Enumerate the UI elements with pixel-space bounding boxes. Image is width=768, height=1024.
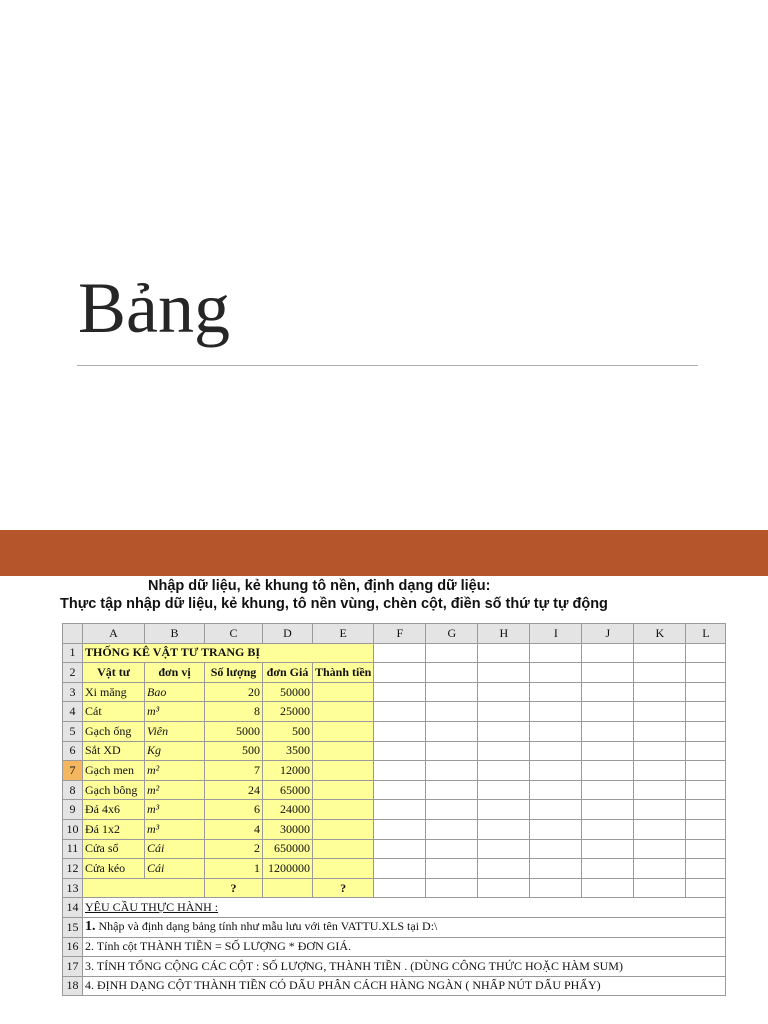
empty-cell bbox=[530, 800, 582, 820]
unit-price-cell: 30000 bbox=[263, 819, 313, 839]
table-header-cell: Số lượng bbox=[205, 663, 263, 683]
column-header-g: G bbox=[426, 624, 478, 644]
unit-price-cell: 1200000 bbox=[263, 859, 313, 879]
total-price-cell bbox=[313, 780, 374, 800]
table-row bbox=[63, 976, 726, 996]
empty-cell bbox=[426, 761, 478, 781]
empty-cell bbox=[426, 800, 478, 820]
title-divider bbox=[77, 365, 698, 366]
empty-cell bbox=[634, 839, 686, 859]
empty-cell bbox=[530, 702, 582, 722]
item-name-cell: Gạch bông bbox=[83, 780, 145, 800]
quantity-cell: 4 bbox=[205, 819, 263, 839]
requirement-text: TÍNH TỔNG CỘNG CÁC CỘT : SỐ LƯỢNG, THÀNH TIỀN . (DÙNG CÔNG THỨC HOẶC HÀM SUM) bbox=[94, 958, 623, 973]
table-row bbox=[63, 780, 726, 800]
empty-cell bbox=[374, 878, 426, 898]
empty-cell bbox=[686, 859, 726, 879]
empty-cell bbox=[478, 721, 530, 741]
column-header-c: C bbox=[205, 624, 263, 644]
empty-cell bbox=[478, 780, 530, 800]
unit-price-cell: 3500 bbox=[263, 741, 313, 761]
empty-cell bbox=[634, 702, 686, 722]
unit-cell: m³ bbox=[145, 800, 205, 820]
table-row bbox=[63, 682, 726, 702]
empty-cell bbox=[582, 702, 634, 722]
table-row bbox=[63, 937, 726, 957]
quantity-cell: 6 bbox=[205, 800, 263, 820]
requirement-text: ĐỊNH DẠNG CỘT THÀNH TIỀN CÓ DẤU PHÂN CÁCH HÀNG NGÀN ( NHẤP NÚT DẤU PHẨY) bbox=[94, 978, 601, 993]
empty-cell bbox=[478, 839, 530, 859]
requirement-number: 4. bbox=[85, 978, 94, 993]
total-price-cell bbox=[313, 682, 374, 702]
empty-cell bbox=[374, 819, 426, 839]
empty-cell bbox=[374, 859, 426, 879]
empty-cell bbox=[478, 878, 530, 898]
table-row bbox=[63, 957, 726, 977]
total-price-cell bbox=[313, 741, 374, 761]
row-header: 6 bbox=[63, 741, 83, 761]
quantity-total-cell: ? bbox=[205, 878, 263, 898]
empty-cell bbox=[686, 682, 726, 702]
empty-cell bbox=[478, 663, 530, 683]
column-header-row bbox=[63, 624, 726, 644]
empty-cell bbox=[582, 741, 634, 761]
empty-cell bbox=[426, 839, 478, 859]
empty-cell bbox=[530, 819, 582, 839]
row-header: 3 bbox=[63, 682, 83, 702]
row-header: 7 bbox=[63, 761, 83, 781]
row-header: 5 bbox=[63, 721, 83, 741]
total-price-cell bbox=[313, 761, 374, 781]
column-header-a: A bbox=[83, 624, 145, 644]
empty-cell bbox=[374, 780, 426, 800]
empty-cell bbox=[478, 702, 530, 722]
unit-cell: Kg bbox=[145, 741, 205, 761]
empty-cell bbox=[530, 741, 582, 761]
empty-cell bbox=[634, 878, 686, 898]
empty-cell bbox=[582, 878, 634, 898]
empty-cell bbox=[478, 682, 530, 702]
column-header-d: D bbox=[263, 624, 313, 644]
empty-cell bbox=[426, 741, 478, 761]
empty-cell bbox=[426, 721, 478, 741]
empty-cell bbox=[582, 663, 634, 683]
column-header-l: L bbox=[686, 624, 726, 644]
empty-cell bbox=[582, 682, 634, 702]
table-row bbox=[63, 663, 726, 683]
total-price-cell bbox=[313, 859, 374, 879]
table-row bbox=[63, 878, 726, 898]
exercise-subheading: Thực tập nhập dữ liệu, kẻ khung, tô nền vùng, chèn cột, điền số thứ tự tự động bbox=[60, 596, 608, 612]
empty-cell bbox=[374, 800, 426, 820]
empty-cell bbox=[686, 643, 726, 663]
total-price-cell bbox=[313, 819, 374, 839]
unit-cell: m² bbox=[145, 780, 205, 800]
empty-cell bbox=[686, 721, 726, 741]
table-row bbox=[63, 839, 726, 859]
total-label-cell bbox=[83, 878, 205, 898]
row-header: 9 bbox=[63, 800, 83, 820]
requirement-item bbox=[83, 976, 726, 996]
table-row bbox=[63, 643, 726, 663]
total-price-cell bbox=[313, 800, 374, 820]
row-header: 8 bbox=[63, 780, 83, 800]
unit-cell: Cái bbox=[145, 839, 205, 859]
item-name-cell: Đá 1x2 bbox=[83, 819, 145, 839]
row-header: 15 bbox=[63, 917, 83, 937]
quantity-cell: 7 bbox=[205, 761, 263, 781]
empty-cell bbox=[263, 878, 313, 898]
empty-cell bbox=[582, 800, 634, 820]
column-header-k: K bbox=[634, 624, 686, 644]
empty-cell bbox=[426, 780, 478, 800]
column-header-f: F bbox=[374, 624, 426, 644]
empty-cell bbox=[374, 702, 426, 722]
table-row bbox=[63, 859, 726, 879]
quantity-cell: 1 bbox=[205, 859, 263, 879]
requirement-item bbox=[83, 937, 726, 957]
empty-cell bbox=[582, 643, 634, 663]
empty-cell bbox=[426, 878, 478, 898]
table-row bbox=[63, 898, 726, 918]
total-price-cell bbox=[313, 839, 374, 859]
slide-title: Bảng bbox=[78, 268, 230, 348]
accent-band bbox=[0, 530, 768, 576]
row-header: 10 bbox=[63, 819, 83, 839]
empty-cell bbox=[374, 663, 426, 683]
table-row bbox=[63, 819, 726, 839]
column-header-j: J bbox=[582, 624, 634, 644]
empty-cell bbox=[530, 780, 582, 800]
item-name-cell: Cửa sổ bbox=[83, 839, 145, 859]
table-row bbox=[63, 800, 726, 820]
unit-cell: m² bbox=[145, 761, 205, 781]
empty-cell bbox=[686, 878, 726, 898]
empty-cell bbox=[634, 859, 686, 879]
total-price-cell bbox=[313, 702, 374, 722]
unit-cell: m³ bbox=[145, 819, 205, 839]
empty-cell bbox=[478, 643, 530, 663]
total-price-cell bbox=[313, 721, 374, 741]
empty-cell bbox=[374, 839, 426, 859]
requirements-title bbox=[83, 898, 726, 918]
row-header: 18 bbox=[63, 976, 83, 996]
empty-cell bbox=[582, 761, 634, 781]
unit-price-cell: 650000 bbox=[263, 839, 313, 859]
empty-cell bbox=[374, 721, 426, 741]
row-header: 2 bbox=[63, 663, 83, 683]
row-header: 14 bbox=[63, 898, 83, 918]
empty-cell bbox=[530, 663, 582, 683]
table-row bbox=[63, 702, 726, 722]
item-name-cell: Đá 4x6 bbox=[83, 800, 145, 820]
exercise-heading: Nhập dữ liệu, kẻ khung tô nền, định dạng dữ liệu: bbox=[148, 578, 491, 594]
unit-price-cell: 500 bbox=[263, 721, 313, 741]
row-header: 11 bbox=[63, 839, 83, 859]
table-row bbox=[63, 917, 726, 937]
quantity-cell: 24 bbox=[205, 780, 263, 800]
sheet-title: THỐNG KÊ VẬT TƯ TRANG BỊ bbox=[83, 643, 374, 663]
empty-cell bbox=[686, 819, 726, 839]
unit-price-cell: 50000 bbox=[263, 682, 313, 702]
requirement-number: 2. bbox=[85, 939, 94, 954]
empty-cell bbox=[530, 878, 582, 898]
empty-cell bbox=[582, 839, 634, 859]
empty-cell bbox=[530, 839, 582, 859]
empty-cell bbox=[478, 800, 530, 820]
requirement-text: Nhập và định dạng bảng tính như mẫu lưu với tên VATTU.XLS tại D:\ bbox=[95, 919, 438, 934]
item-name-cell: Sắt XD bbox=[83, 741, 145, 761]
unit-cell: Bao bbox=[145, 682, 205, 702]
empty-cell bbox=[634, 780, 686, 800]
empty-cell bbox=[426, 682, 478, 702]
empty-cell bbox=[634, 761, 686, 781]
requirement-text: Tính cột THÀNH TIỀN = SỐ LƯỢNG * ĐƠN GIÁ. bbox=[94, 939, 352, 954]
table-row bbox=[63, 741, 726, 761]
quantity-cell: 5000 bbox=[205, 721, 263, 741]
empty-cell bbox=[634, 741, 686, 761]
empty-cell bbox=[426, 663, 478, 683]
table-header-cell: Vật tư bbox=[83, 663, 145, 683]
empty-cell bbox=[478, 819, 530, 839]
requirement-number: 1. bbox=[85, 919, 96, 935]
unit-cell: m³ bbox=[145, 702, 205, 722]
table-row bbox=[63, 721, 726, 741]
quantity-cell: 8 bbox=[205, 702, 263, 722]
empty-cell bbox=[686, 741, 726, 761]
column-header-b: B bbox=[145, 624, 205, 644]
row-header: 1 bbox=[63, 643, 83, 663]
table-header-cell: Thành tiền bbox=[313, 663, 374, 683]
empty-cell bbox=[634, 800, 686, 820]
empty-cell bbox=[582, 721, 634, 741]
empty-cell bbox=[426, 702, 478, 722]
item-name-cell: Xi măng bbox=[83, 682, 145, 702]
empty-cell bbox=[686, 702, 726, 722]
empty-cell bbox=[426, 643, 478, 663]
requirement-item bbox=[83, 917, 726, 937]
row-header: 12 bbox=[63, 859, 83, 879]
empty-cell bbox=[530, 643, 582, 663]
empty-cell bbox=[426, 859, 478, 879]
column-header-e: E bbox=[313, 624, 374, 644]
empty-cell bbox=[478, 859, 530, 879]
empty-cell bbox=[582, 859, 634, 879]
requirement-number: 3. bbox=[85, 958, 94, 973]
empty-cell bbox=[634, 663, 686, 683]
row-header: 17 bbox=[63, 957, 83, 977]
item-name-cell: Gạch ống bbox=[83, 721, 145, 741]
spreadsheet-grid bbox=[62, 623, 726, 996]
empty-cell bbox=[582, 780, 634, 800]
empty-cell bbox=[686, 780, 726, 800]
unit-cell: Viên bbox=[145, 721, 205, 741]
requirement-item bbox=[83, 957, 726, 977]
unit-price-cell: 65000 bbox=[263, 780, 313, 800]
empty-cell bbox=[634, 682, 686, 702]
quantity-cell: 2 bbox=[205, 839, 263, 859]
table-row bbox=[63, 761, 726, 781]
empty-cell bbox=[374, 682, 426, 702]
requirements-title-text: YÊU CẦU THỰC HÀNH : bbox=[85, 900, 219, 915]
empty-cell bbox=[530, 761, 582, 781]
empty-cell bbox=[634, 643, 686, 663]
empty-cell bbox=[686, 761, 726, 781]
column-header-i: I bbox=[530, 624, 582, 644]
empty-cell bbox=[634, 819, 686, 839]
empty-cell bbox=[686, 663, 726, 683]
row-header: 4 bbox=[63, 702, 83, 722]
empty-cell bbox=[530, 721, 582, 741]
empty-cell bbox=[530, 682, 582, 702]
unit-price-cell: 24000 bbox=[263, 800, 313, 820]
item-name-cell: Gạch men bbox=[83, 761, 145, 781]
unit-price-cell: 25000 bbox=[263, 702, 313, 722]
empty-cell bbox=[478, 741, 530, 761]
item-name-cell: Cát bbox=[83, 702, 145, 722]
quantity-cell: 500 bbox=[205, 741, 263, 761]
amount-total-cell: ? bbox=[313, 878, 374, 898]
empty-cell bbox=[478, 761, 530, 781]
empty-cell bbox=[374, 741, 426, 761]
row-header: 13 bbox=[63, 878, 83, 898]
empty-cell bbox=[634, 721, 686, 741]
table-header-cell: đơn vị bbox=[145, 663, 205, 683]
empty-cell bbox=[374, 761, 426, 781]
spreadsheet-screenshot bbox=[0, 576, 768, 1024]
table-header-cell: đơn Giá bbox=[263, 663, 313, 683]
column-header-h: H bbox=[478, 624, 530, 644]
empty-cell bbox=[426, 819, 478, 839]
empty-cell bbox=[530, 859, 582, 879]
select-all-corner bbox=[63, 624, 83, 644]
item-name-cell: Cửa kéo bbox=[83, 859, 145, 879]
quantity-cell: 20 bbox=[205, 682, 263, 702]
empty-cell bbox=[374, 643, 426, 663]
empty-cell bbox=[686, 800, 726, 820]
row-header: 16 bbox=[63, 937, 83, 957]
empty-cell bbox=[686, 839, 726, 859]
unit-cell: Cái bbox=[145, 859, 205, 879]
empty-cell bbox=[582, 819, 634, 839]
unit-price-cell: 12000 bbox=[263, 761, 313, 781]
